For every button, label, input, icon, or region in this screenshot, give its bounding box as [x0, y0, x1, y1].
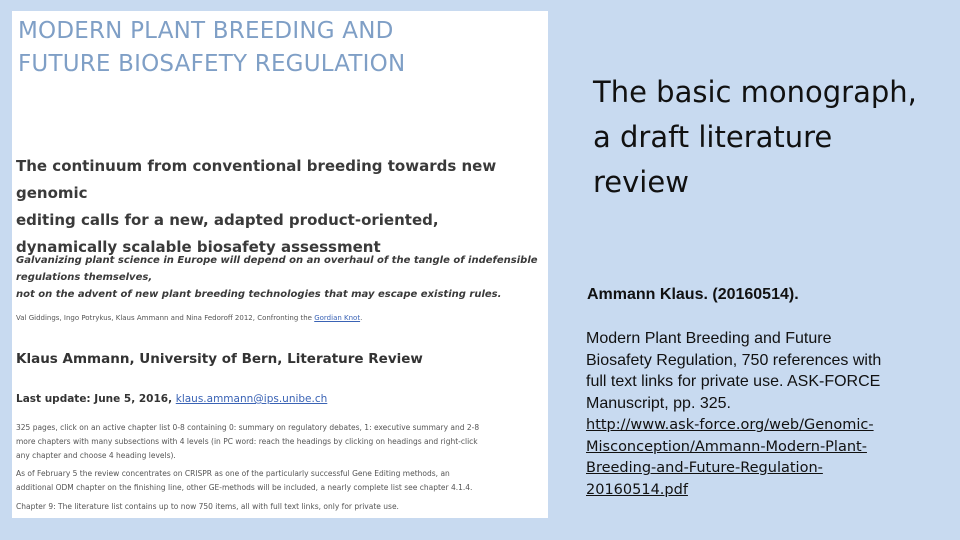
- url-line[interactable]: http://www.ask-force.org/web/Genomic-: [586, 417, 874, 433]
- heading-line: a draft literature: [593, 120, 833, 154]
- document-author: Klaus Ammann, University of Bern, Literature Review: [16, 351, 423, 367]
- last-update: [16, 391, 541, 407]
- paragraph-line: more chapters with many subsections with 4 levels (in PC word: reach the headings by clicking on headings and right-click: [16, 437, 478, 446]
- document-paragraph-literature: Chapter 9: The literature list contains up to now 750 items, all with full text links, only for private use.: [16, 502, 399, 511]
- heading-line: The basic monograph,: [593, 75, 917, 109]
- document-subtitle: [16, 153, 541, 261]
- url-line[interactable]: 20160514.pdf: [586, 481, 688, 498]
- document-title: [18, 15, 538, 81]
- document-subtitle-line: dynamically scalable biosafety assessment: [16, 238, 381, 256]
- reference-line: full text links for private use. ASK-FORCE: [586, 373, 881, 390]
- quote-line: regulations themselves,: [16, 272, 153, 283]
- reference-line: Biosafety Regulation, 750 references with: [586, 351, 882, 369]
- slide-heading: [593, 70, 943, 205]
- citation-end: .: [360, 314, 363, 322]
- paragraph-line: any chapter and choose 4 heading levels).: [16, 451, 176, 460]
- document-title-line: FUTURE BIOSAFETY REGULATION: [18, 51, 406, 77]
- email-link[interactable]: klaus.ammann@ips.unibe.ch: [175, 393, 328, 405]
- paragraph-line: 325 pages, click on an active chapter list 0-8 containing 0: summary on regulatory debates, 1: executive summary and 2-8: [16, 423, 480, 432]
- paragraph-line: As of February 5 the review concentrates on CRISPR as one of the particularly successful Gene Editing methods, an: [16, 469, 450, 478]
- gordian-knot-link[interactable]: Gordian Knot: [314, 314, 361, 322]
- paragraph-line: additional ODM chapter on the finishing line, other GE-methods will be included, a nearly complete list see chapter 4.1.4.: [16, 483, 473, 492]
- heading-line: review: [593, 165, 689, 199]
- citation-text: Val Giddings, Ingo Potrykus, Klaus Ammann and Nina Fedoroff 2012, Confronting the: [16, 314, 315, 322]
- quote-citation: [16, 312, 541, 324]
- document-subtitle-line: editing calls for a new, adapted product-oriented,: [16, 211, 439, 229]
- document-image: [12, 11, 548, 518]
- document-subtitle-line: The continuum from conventional breeding towards new genomic: [16, 157, 497, 202]
- quote-line: Galvanizing plant science in Europe will depend on an overhaul of the tangle of indefensible: [16, 255, 538, 266]
- reference-author: Ammann Klaus. (20160514).: [587, 286, 799, 303]
- reference-line: Manuscript, pp. 325.: [586, 394, 731, 412]
- quote-line: not on the advent of new plant breeding technologies that may escape existing rules.: [16, 289, 502, 300]
- update-label: Last update: June 5, 2016,: [16, 393, 176, 405]
- document-title-line: MODERN PLANT BREEDING AND: [18, 18, 394, 44]
- url-line[interactable]: Misconception/Ammann-Modern-Plant-: [586, 438, 867, 455]
- reference-line: Modern Plant Breeding and Future: [586, 330, 832, 347]
- reference-description: [586, 328, 936, 414]
- document-quote: [16, 252, 541, 303]
- url-line[interactable]: Breeding-and-Future-Regulation-: [586, 460, 823, 476]
- reference-url-link[interactable]: [586, 415, 916, 501]
- document-paragraph-crispr: [16, 467, 541, 495]
- document-paragraph-pages: [16, 421, 541, 463]
